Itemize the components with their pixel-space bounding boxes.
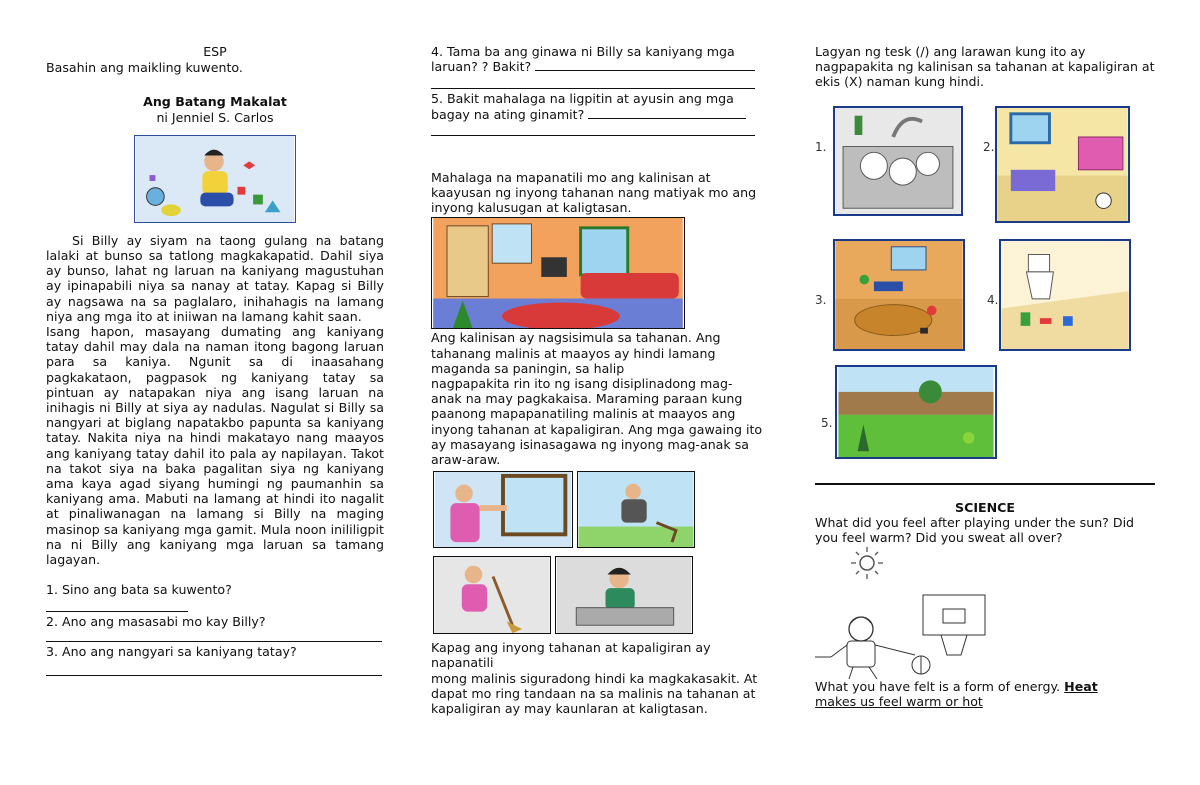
garden-yard-image: [835, 365, 997, 459]
question-2: 2. Ano ang masasabi mo kay Billy?: [46, 614, 266, 630]
messy-bathroom-image: [999, 239, 1131, 351]
question-5-block: [431, 91, 763, 121]
answer-line-5a[interactable]: [588, 118, 746, 119]
picture-number-4: 4.: [987, 292, 999, 307]
energy-heat-word: Heat: [1064, 679, 1098, 695]
answer-line-5b[interactable]: [431, 135, 755, 136]
cleanliness-body: Ang kalinisan ay nagsisimula sa tahanan. Ang tahanang malinis at maayos ay hindi lamang maganda sa paningin, sa halip nagpapakita rin ito ng isang disiplinadong mag-anak na may pagkakaisa. Maraming paraan kung paanong mapapanatiling malinis at maayos ang inyong tahanan at kapaligiran. Ang mga gawaing ito ay masayang isinasagawa ng inyong mag-anak sa araw-araw.: [431, 330, 763, 468]
column-middle: [431, 44, 763, 716]
science-illustration: [815, 545, 1155, 679]
cleanliness-closing: Kapag ang inyong tahanan at kapaligiran ay napanatili mong malinis siguradong hindi ka magkakasakit. At dapat mo ring tandaan na sa malinis na tahanan at kapaligiran ay may kaunlaran at kaligtasan.: [431, 640, 758, 717]
chore-broom-sweeping-image: [433, 556, 551, 634]
chore-sweeping-yard-image: [577, 471, 695, 548]
picture-number-3: 3.: [815, 292, 827, 307]
chore-dish-washing-image: [555, 556, 693, 634]
energy-text-suffix: makes us feel warm or hot: [815, 694, 983, 710]
chore-window-cleaning-image: [433, 471, 573, 548]
story-author: ni Jenniel S. Carlos: [156, 109, 274, 125]
energy-text-prefix: What you have felt is a form of energy.: [815, 679, 1061, 695]
science-question: What did you feel after playing under the sun? Did you feel warm? Did you sweat all over?: [815, 514, 1135, 546]
tidy-bedroom-image: [995, 106, 1130, 223]
answer-line-4b[interactable]: [431, 88, 755, 89]
section-divider: [815, 483, 1155, 485]
messy-room-toys-image: [833, 239, 965, 351]
picture-number-2: 2.: [983, 139, 995, 154]
story-paragraph-1: Si Billy ay siyam na taong gulang na batang lalaki at bunso sa tatlong magkakapatid. Dahil siya ay bunso, lahat ng laruan na kaniyang magustuhan ay ipinapabili niya sa nanay at tatay. Kapag si Billy ay nagsawa na sa paglalaro, inihahagis na lamang niya ang mga ito at iniiwan na lamang kahit saan.: [46, 232, 384, 324]
reading-instruction: Basahin ang maikling kuwento.: [46, 60, 243, 76]
checklist-instruction: Lagyan ng tesk (/) ang larawan kung ito ay nagpapakita ng kalinisan sa tahanan at kapaligiran at ekis (X) naman kung hindi.: [815, 44, 1155, 90]
story-title: Ang Batang Makalat: [143, 94, 287, 110]
column-left: [46, 44, 384, 676]
subject-heading: ESP: [203, 44, 227, 59]
cleanliness-intro: Mahalaga na mapanatili mo ang kalinisan at kaayusan ng inyong tahanan nang matiyak mo ang inyong kalusugan at kaligtasan.: [431, 169, 757, 216]
question-4: 4. Tama ba ang ginawa ni Billy sa kaniyang mga laruan? ? Bakit?: [431, 44, 735, 75]
question-4-block: [431, 44, 763, 74]
answer-line-1[interactable]: [46, 611, 188, 612]
science-heading: SCIENCE: [955, 499, 1015, 515]
question-3: 3. Ano ang nangyari sa kaniyang tatay?: [46, 643, 297, 659]
picture-number-1: 1.: [815, 139, 827, 154]
living-room-illustration: [431, 217, 685, 329]
energy-statement: [815, 679, 1155, 709]
question-5: 5. Bakit mahalaga na ligpitin at ayusin ang mga bagay na ating ginamit?: [431, 91, 734, 122]
picture-number-5: 5.: [821, 415, 833, 430]
answer-line-3[interactable]: [46, 675, 382, 676]
column-right: [815, 44, 1155, 710]
story-paragraph-2: Isang hapon, masayang dumating ang kaniyang tatay dahil may dala na naman itong bagong laruan para sa kaniya. Ngunit sa di inaasahang pagkakataon, pagpasok ng kaniyang tatay sa pintuan ay natapakan niya ang isang laruan na inihagis ni Billy at siya ay nadulas. Nagulat si Billy sa nangyari at biglang napatakbo papunta sa kaniyang tatay. Nakita niya na hindi makatayo nang maayos ang kaniyang tatay dahil ito pala ay napilayan. Takot na takot siya na baka pagalitan siya ng kaniyang ama kaya agad siyang humingi ng paumanhin sa kaniyang ama. Mabuti na lamang at hindi ito nagalit at pinaliwanagan na lamang si Billy na maging masinop sa kaniyang mga gamit. Mula noon inililigpit na ni Billy ang kaniyang mga laruan sa tamang lagayan.: [46, 324, 384, 568]
billy-toys-illustration: [134, 135, 296, 223]
sun-and-basketball-boy-drawing: [815, 545, 1015, 679]
checklist-pictures: [815, 95, 1155, 455]
answer-line-4a[interactable]: [535, 70, 755, 71]
question-1: 1. Sino ang bata sa kuwento?: [46, 582, 232, 598]
dirty-dishes-sink-image: [833, 106, 963, 216]
chores-gallery: [431, 471, 763, 634]
answer-line-2[interactable]: [46, 641, 382, 642]
